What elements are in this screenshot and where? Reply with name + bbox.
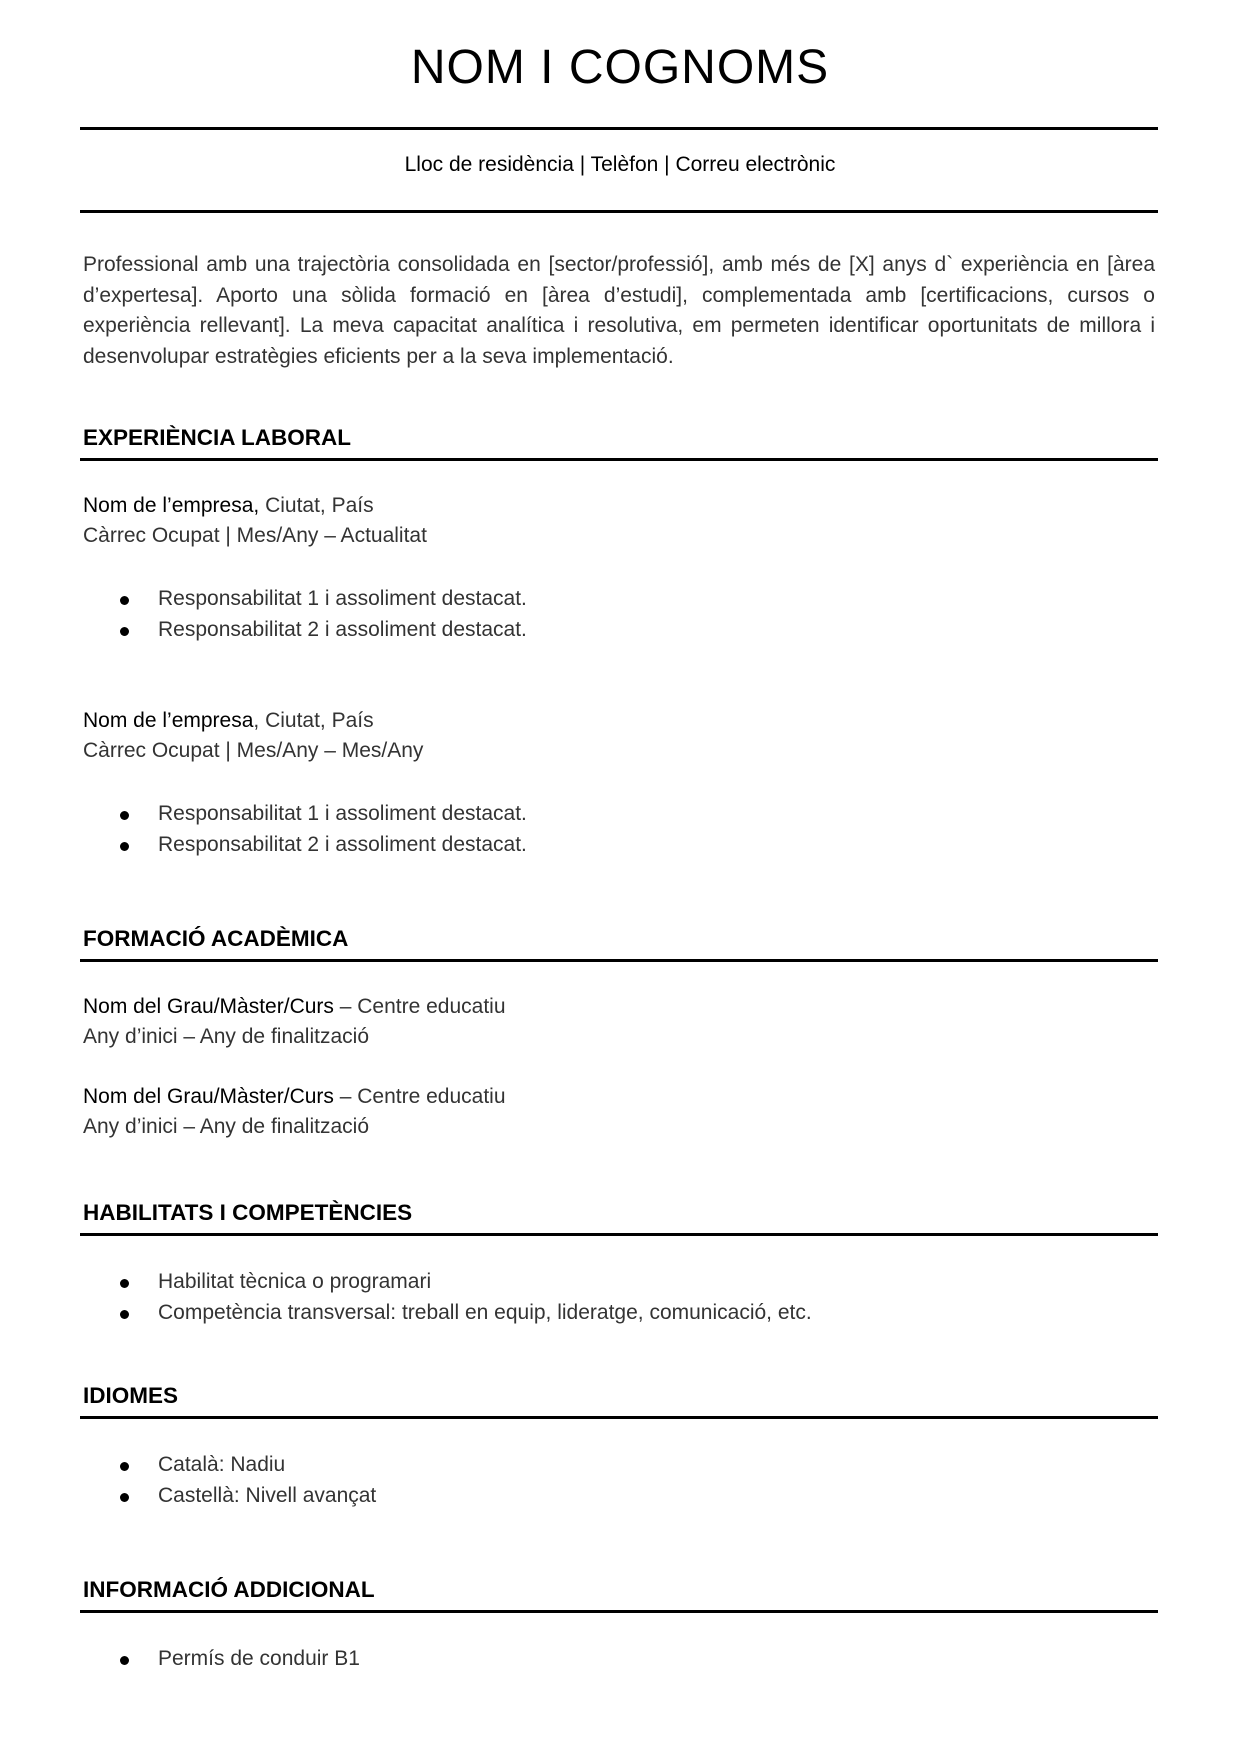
list-item-text: Català: Nadiu <box>158 1453 286 1476</box>
list-item-text: Habilitat tècnica o programari <box>158 1270 432 1293</box>
education-2-header <box>83 1085 506 1109</box>
list-item-text: Responsabilitat 2 i assoliment destacat. <box>158 618 527 641</box>
bullet-icon <box>120 596 129 605</box>
header-divider-bottom <box>80 210 1158 213</box>
education-2-degree: Nom del Grau/Màster/Curs <box>83 1085 334 1108</box>
job-2-company: Nom de l’empresa <box>83 709 254 732</box>
bullet-icon <box>120 842 129 851</box>
candidate-name: NOM I COGNOMS <box>410 41 830 94</box>
job-1-role: Càrrec Ocupat | Mes/Any – Actualitat <box>83 524 427 547</box>
bullet-icon <box>120 1656 129 1665</box>
job-2-header <box>83 709 374 733</box>
education-1-degree: Nom del Grau/Màster/Curs <box>83 995 334 1018</box>
section-rule-additional <box>80 1610 1158 1613</box>
job-1-company: Nom de l’empresa, <box>83 494 260 517</box>
bullet-icon <box>120 811 129 820</box>
section-rule-languages <box>80 1416 1158 1419</box>
education-1-center: – Centre educatiu <box>333 995 506 1018</box>
list-item-text: Responsabilitat 1 i assoliment destacat. <box>158 587 527 610</box>
professional-summary: Professional amb una trajectòria consolidada en [sector/professió], amb més de [X] anys d` experiència en [àrea d’expertesa]. Aporto una sòlida formació en [àrea d’estudi], complementada amb [certificacions, cursos o experiència rellevant]. La meva capacitat analítica i resolutiva, em permeten identificar oportunitats de millora i desenvolupar estratègies eficients per a la seva implementació. <box>83 253 1155 368</box>
education-2-years: Any d’inici – Any de finalització <box>83 1115 369 1138</box>
section-title-skills: HABILITATS I COMPETÈNCIES <box>83 1200 413 1225</box>
job-2-location: , Ciutat, País <box>253 709 374 732</box>
bullet-icon <box>120 1310 129 1319</box>
section-rule-education <box>80 959 1158 962</box>
bullet-icon <box>120 627 129 636</box>
education-1-years: Any d’inici – Any de finalització <box>83 1025 369 1048</box>
list-item-text: Responsabilitat 2 i assoliment destacat. <box>158 833 527 856</box>
bullet-icon <box>120 1493 129 1502</box>
job-1-location: Ciutat, País <box>259 494 374 517</box>
section-title-education: FORMACIÓ ACADÈMICA <box>83 926 349 951</box>
list-item-text: Competència transversal: treball en equip, lideratge, comunicació, etc. <box>158 1301 812 1324</box>
section-rule-experience <box>80 458 1158 461</box>
list-item-text: Permís de conduir B1 <box>158 1647 360 1670</box>
section-rule-skills <box>80 1233 1158 1236</box>
education-2-center: – Centre educatiu <box>333 1085 506 1108</box>
list-item-text: Castellà: Nivell avançat <box>158 1484 377 1507</box>
section-title-languages: IDIOMES <box>83 1383 179 1408</box>
education-1-header <box>83 995 506 1019</box>
bullet-icon <box>120 1462 129 1471</box>
list-item-text: Responsabilitat 1 i assoliment destacat. <box>158 802 527 825</box>
header-divider-top <box>80 127 1158 130</box>
section-title-experience: EXPERIÈNCIA LABORAL <box>83 425 351 450</box>
bullet-icon <box>120 1279 129 1288</box>
contact-line: Lloc de residència | Telèfon | Correu electrònic <box>404 153 836 176</box>
job-2-role: Càrrec Ocupat | Mes/Any – Mes/Any <box>83 739 424 762</box>
section-title-additional: INFORMACIÓ ADDICIONAL <box>83 1577 375 1602</box>
job-1-header <box>83 494 374 518</box>
